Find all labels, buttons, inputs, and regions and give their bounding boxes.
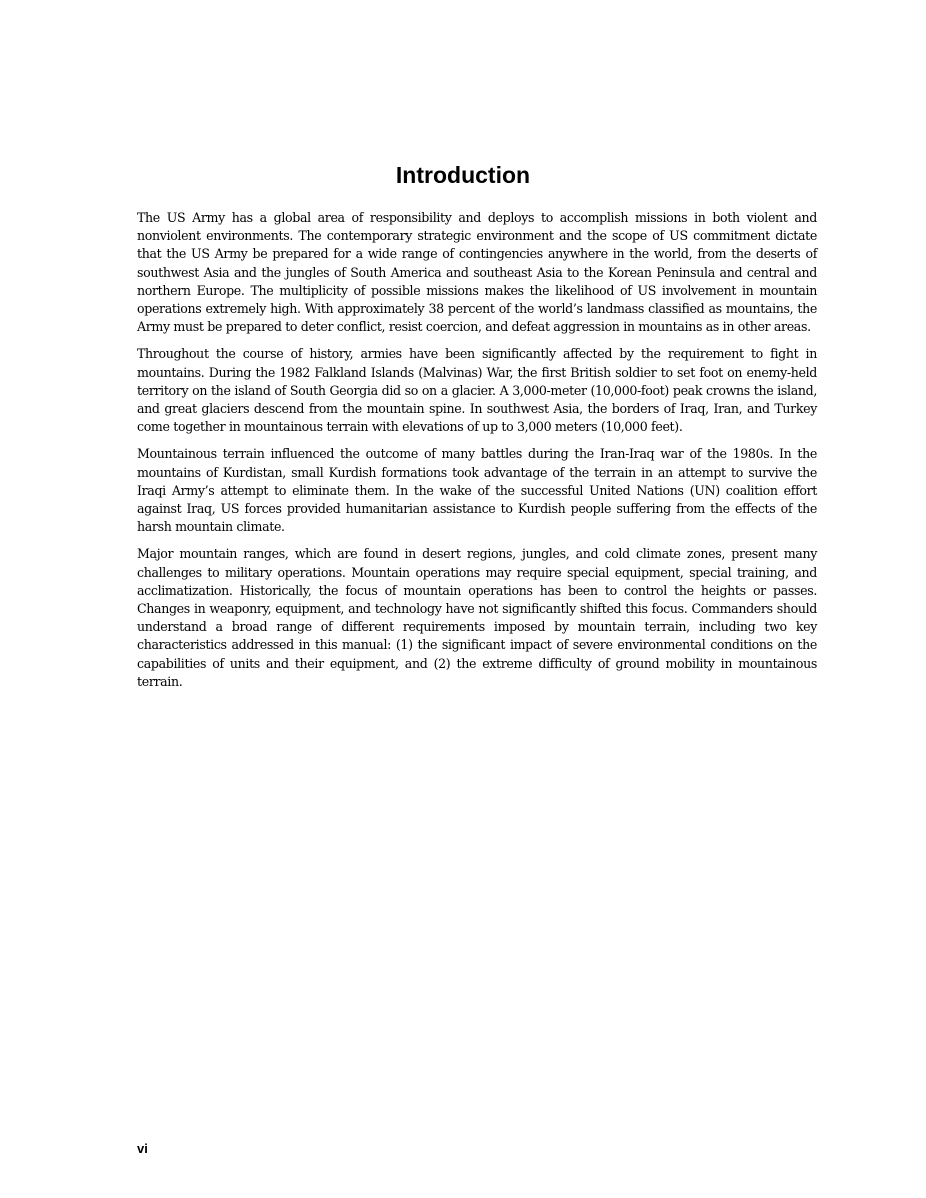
body-text [137,209,817,700]
page-number: vi [137,1141,148,1156]
paragraph-1: The US Army has a global area of responsibility and deploys to accomplish missions in both violent and nonviolent environments. The contemporary strategic environment and the scope of US commitment dictate that the US Army be prepared for a wide range of contingencies anywhere in the world, from the deserts of southwest Asia and the jungles of South America and southeast Asia to the Korean Peninsula and central and northern Europe. The multiplicity of possible missions makes the likelihood of US involvement in mountain operations extremely high. With approximately 38 percent of the world’s landmass classified as mountains, the Army must be prepared to deter conflict, resist coercion, and defeat aggression in mountains as in other areas. [137,210,817,335]
paragraph-4: Major mountain ranges, which are found in desert regions, jungles, and cold climate zones, present many challenges to military operations. Mountain operations may require special equipment, special training, and acclimatization. Historically, the focus of mountain operations has been to control the heights or passes. Changes in weaponry, equipment, and technology have not significantly shifted this focus. Commanders should understand a broad range of different requirements imposed by mountain terrain, including two key characteristics addressed in this manual: (1) the significant impact of severe environmental conditions on the capabilities of units and their equipment, and (2) the extreme difficulty of ground mobility in mountainous terrain. [137,546,817,689]
paragraph-3: Mountainous terrain influenced the outcome of many battles during the Iran-Iraq war of the 1980s. In the mountains of Kurdistan, small Kurdish formations took advantage of the terrain in an attempt to survive the Iraqi Army’s attempt to eliminate them. In the wake of the successful United Nations (UN) coalition effort against Iraq, US forces provided humanitarian assistance to Kurdish people suffering from the effects of the harsh mountain climate. [137,446,817,535]
page-title: Introduction [395,162,531,188]
paragraph-2: Throughout the course of history, armies have been significantly affected by the requirement to fight in mountains. During the 1982 Falkland Islands (Malvinas) War, the first British soldier to set foot on enemy-held territory on the island of South Georgia did so on a glacier. A 3,000-meter (10,000-foot) peak crowns the island, and great glaciers descend from the mountain spine. In southwest Asia, the borders of Iraq, Iran, and Turkey come together in mountainous terrain with elevations of up to 3,000 meters (10,000 feet). [137,346,817,435]
